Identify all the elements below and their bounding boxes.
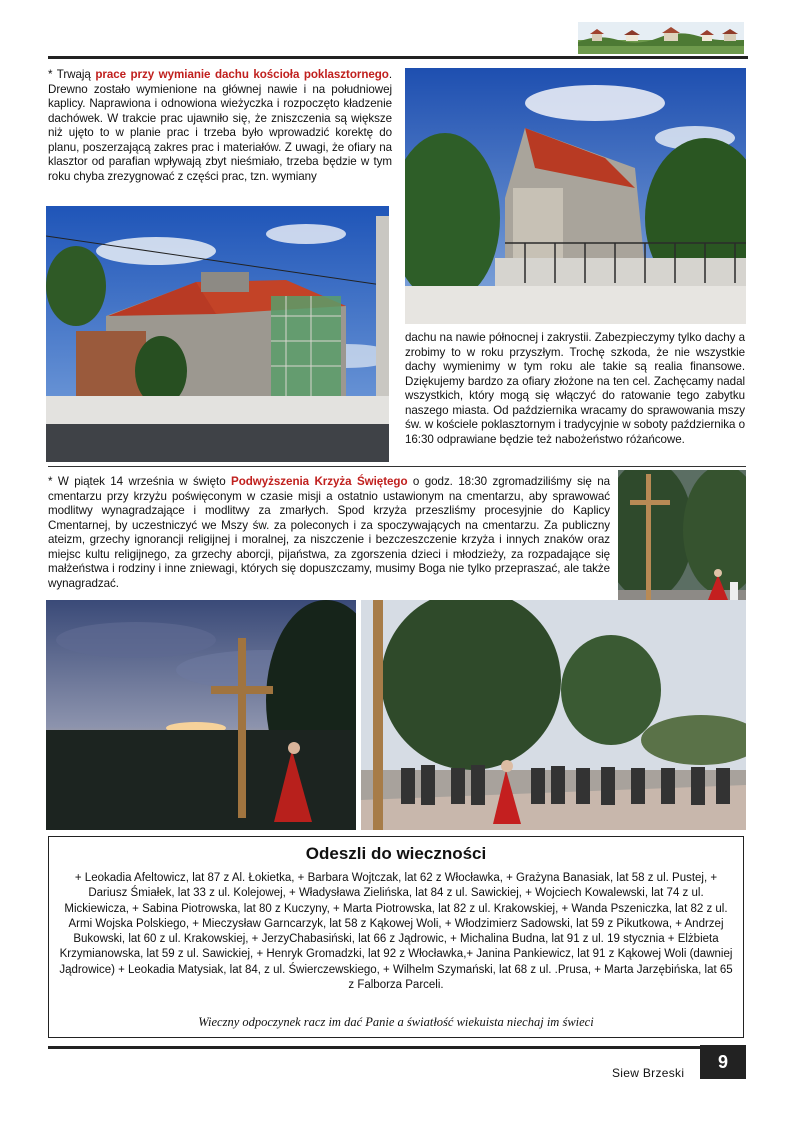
- cross-article-lead: * W piątek 14 września w święto: [48, 475, 232, 488]
- cross-article-text: [48, 475, 610, 591]
- gathering-photo: [361, 600, 746, 830]
- roof-article-body: . Drewno zostało wymienione na głównej nawie i na południowej kaplicy. Naprawiona i odnowiona wieżyczka i rozpoczęto kładzenie dachówek. W trakcie prac ujawniło się, że zniszczenia są większe niż ujęto to w planie prac i trzeba było wprowadzić korektę do planu, poszerzającą zakres prac i materiałów. Z uwagi, że ofiary na klasztor od parafian wpływają zbyt nieśmiało, trzeba będzie w tym roku chyba zrezygnować z części prac, tzn. wymiany: [48, 68, 393, 183]
- roof-article-text: [48, 68, 392, 184]
- cross-article-highlight: Podwyższenia Krzyża Świętego: [231, 475, 408, 488]
- church-fence-photo: [405, 68, 746, 324]
- cross-sunset-photo: [46, 600, 356, 830]
- obituaries-list: + Leokadia Afeltowicz, lat 87 z Al. Łokietka, + Barbara Wojtczak, lat 62 z Włocławka, + Grażyna Banasiak, lat 58 z ul. Pustej, + Dariusz Śmiałek, lat 33 z ul. Kolejowej, + Władysława Zielińska, lat 84 z ul. Sawickiej, + Wojciech Kowalewski, lat 74 z ul. Mickiewicza, + Sabina Piotrowska, lat 80 z Kuczyny, + Marta Piotrowska, lat 82 z ul. Krakowskiej, + Wanda Pszeniczka, lat 82 z ul. Armi Wojska Polskiego, + Mieczysław Garncarzyk, lat 58 z Kąkowej Woli, + Włodzimierz Sadowski, lat 59 z Pikutkowa, + Andrzej Bukowski, lat 60 z ul. Krakowskiej, + JerzyChabasiński, lat 66 z Jądrowic, + Michalina Budna, lat 91 z ul. 19 stycznia + Elżbieta Krzymianowska, lat 59 z ul. Sawickiej, + Henryk Gromadzki, lat 92 z Włocławka,+ Janina Pankiewicz, lat 91 z Kąkowej Woli (dawniej Jądrowice) + Leokadia Matysiak, lat 84, z ul. Świerczewskiego, + Wilhelm Szymański, lat 68 z ul. .Prusa, + Marta Jarzębińska, lat 65 z Falborza Parceli.: [59, 872, 733, 992]
- obituaries-prayer: Wieczny odpoczynek racz im dać Panie a światłość wiekuista niechaj im świeci: [198, 1015, 594, 1029]
- roof-article-continuation: dachu na nawie północnej i zakrystii. Zabezpieczymy tylko dachy a zrobimy to w roku przyszłym. Trochę szkoda, że nie wszystkie dachy wymienimy w tym roku ale takie są realia finansowe. Dziękujemy bardzo za ofiary złożone na ten cel. Zachęcamy nadal wszystkich, który mogą się włączyć do ratowanie tego zabytku naszego miasta. Od października wracamy do sprawowania mszy św. w kościele poklasztornym i tradycyjnie w soboty października o 16:30 odprawiane będzie też nabożeństwo różańcowe.: [405, 331, 745, 446]
- obituaries-title: Odeszli do wieczności: [305, 844, 487, 863]
- header-rule: [48, 56, 748, 59]
- village-banner-image: [578, 22, 744, 54]
- roof-article-lead: * Trwają: [48, 68, 96, 81]
- footer-rule: [48, 1046, 700, 1049]
- magazine-name: Siew Brzeski: [612, 1066, 685, 1080]
- section-divider: [48, 466, 746, 467]
- roof-article-highlight: prace przy wymianie dachu kościoła poklasztornego: [95, 68, 389, 81]
- obituaries-box: [48, 836, 744, 1038]
- church-scaffolding-photo: [46, 206, 389, 462]
- cross-article-body: o godz. 18:30 zgromadziliśmy się na cmentarzu przy krzyżu poświęconym w czasie misji a ostatnio ustawionym na cmentarzu, aby sprawować modlitwy wynagradzające i modlitwy za zmarłych. Spod krzyża przeszliśmy procesyjnie do Kaplicy Cmentarnej, by uczestniczyć we Mszy św. za poleconych i za spoczywających na cmentarzu. Za publiczny ateizm, grzechy ignorancji religijnej i moralnej, za niszczenie i bezczeszczenie krzyża i innych znaków oraz miejsc kultu religijnego, za grzechy aborcji, pijaństwa, za zgorszenia dzieci i młodzieży, za rozpadające się małżeństwa i rodziny i inne zniewagi, których się dopuszczamy, musimy Boga nie tylko przepraszać, ale także wynagradzać.: [48, 475, 610, 590]
- page-number: 9: [700, 1045, 746, 1079]
